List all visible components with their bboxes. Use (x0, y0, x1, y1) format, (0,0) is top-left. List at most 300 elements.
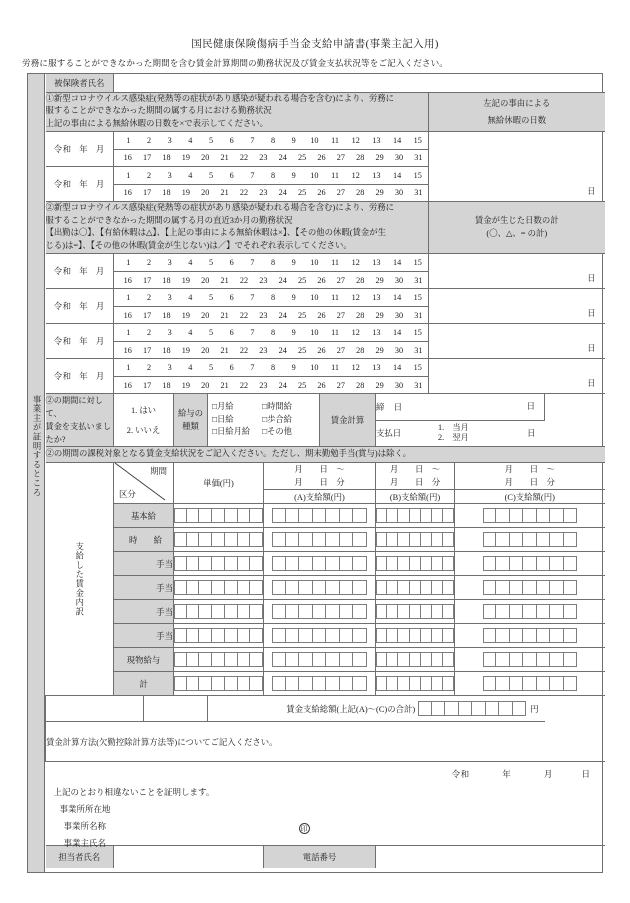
digit-cell[interactable] (432, 701, 446, 716)
day-cell[interactable]: 27 (336, 380, 345, 390)
day-cell[interactable]: 31 (414, 188, 423, 198)
digit-cell[interactable] (421, 628, 432, 643)
days-line-lower[interactable] (114, 376, 428, 393)
day-cell[interactable]: 30 (394, 188, 404, 198)
day-cell[interactable]: 29 (375, 275, 384, 285)
digit-cell[interactable] (326, 628, 340, 643)
day-cell[interactable]: 1 (126, 170, 131, 180)
digit-cell[interactable] (496, 532, 510, 547)
section2-count-cell[interactable] (429, 324, 605, 359)
digit-cell[interactable] (410, 676, 421, 691)
day-cell[interactable]: 27 (336, 275, 345, 285)
digit-cell[interactable] (212, 676, 225, 691)
day-cell[interactable]: 28 (356, 380, 365, 390)
digit-cell[interactable] (398, 628, 409, 643)
amount-b-boxes[interactable] (376, 648, 455, 672)
day-cell[interactable]: 11 (331, 293, 339, 303)
day-cell[interactable]: 28 (356, 275, 365, 285)
day-cell[interactable]: 31 (414, 275, 423, 285)
day-cell[interactable]: 5 (208, 258, 214, 268)
digit-cell[interactable] (432, 652, 443, 667)
day-cell[interactable]: 5 (208, 328, 214, 338)
checkbox-daily-monthly-wage[interactable]: □日給月給 (212, 427, 251, 437)
digit-cell[interactable] (523, 508, 537, 523)
amount-b-boxes[interactable] (376, 504, 455, 528)
digit-cell[interactable] (432, 676, 443, 691)
day-cell[interactable]: 1 (126, 293, 131, 303)
digit-cell[interactable] (550, 556, 564, 571)
digit-cell[interactable] (174, 508, 187, 523)
digit-cell[interactable] (410, 532, 421, 547)
digit-cell[interactable] (340, 652, 354, 667)
digit-cell[interactable] (483, 652, 497, 667)
digit-cell[interactable] (272, 580, 286, 595)
digit-cell[interactable] (353, 508, 367, 523)
amount-b-boxes[interactable] (376, 600, 455, 624)
day-cell[interactable]: 7 (250, 170, 255, 180)
digit-cell[interactable] (299, 652, 313, 667)
amount-b-boxes[interactable] (376, 528, 455, 552)
day-cell[interactable]: 28 (356, 310, 365, 320)
digit-cell[interactable] (225, 580, 238, 595)
digit-cell[interactable] (272, 628, 286, 643)
day-cell[interactable]: 16 (123, 275, 132, 285)
digit-cell[interactable] (250, 628, 263, 643)
section2-era-3[interactable] (46, 324, 114, 359)
digit-cell[interactable] (340, 676, 354, 691)
day-cell[interactable]: 25 (297, 188, 307, 198)
day-cell[interactable]: 16 (123, 345, 132, 355)
digit-cell[interactable] (313, 676, 327, 691)
day-cell[interactable]: 19 (181, 310, 190, 320)
day-cell[interactable]: 3 (167, 363, 172, 373)
digit-cell[interactable] (432, 556, 443, 571)
day-cell[interactable]: 4 (188, 135, 193, 145)
section2-era-1[interactable] (46, 254, 114, 289)
day-cell[interactable]: 3 (167, 170, 172, 180)
days-line-upper[interactable] (114, 324, 428, 341)
day-cell[interactable]: 14 (392, 293, 402, 303)
days-line-lower[interactable] (114, 184, 428, 201)
digit-cell[interactable] (272, 676, 286, 691)
digit-cell[interactable] (387, 628, 398, 643)
amount-b-boxes[interactable] (376, 672, 455, 696)
digit-cell[interactable] (421, 556, 432, 571)
digit-cell[interactable] (523, 628, 537, 643)
day-cell[interactable]: 25 (297, 275, 307, 285)
digit-cell[interactable] (187, 628, 200, 643)
amount-b-boxes[interactable] (376, 624, 455, 648)
day-cell[interactable]: 21 (220, 310, 229, 320)
digit-cell[interactable] (432, 628, 443, 643)
day-cell[interactable]: 9 (291, 328, 296, 338)
day-cell[interactable]: 15 (413, 328, 422, 338)
day-cell[interactable]: 26 (317, 153, 326, 163)
digit-cell[interactable] (174, 532, 187, 547)
digit-cell[interactable] (225, 652, 238, 667)
digit-cell[interactable] (225, 508, 238, 523)
digit-boxes[interactable] (455, 676, 605, 691)
day-cell[interactable]: 4 (188, 328, 193, 338)
digit-cell[interactable] (187, 604, 200, 619)
digit-cell[interactable] (353, 532, 367, 547)
day-cell[interactable]: 7 (250, 293, 255, 303)
day-cell[interactable]: 29 (375, 310, 384, 320)
digit-cell[interactable] (340, 508, 354, 523)
digit-cell[interactable] (421, 532, 432, 547)
day-cell[interactable]: 15 (413, 170, 422, 180)
day-cell[interactable]: 11 (331, 328, 339, 338)
day-cell[interactable]: 4 (188, 258, 193, 268)
digit-boxes[interactable] (264, 604, 375, 619)
digit-cell[interactable] (443, 604, 454, 619)
digit-cell[interactable] (376, 628, 387, 643)
day-cell[interactable]: 5 (208, 135, 214, 145)
digit-boxes[interactable] (264, 580, 375, 595)
digit-cell[interactable] (174, 676, 187, 691)
digit-cell[interactable] (564, 532, 578, 547)
digit-boxes[interactable] (376, 532, 454, 547)
digit-cell[interactable] (398, 556, 409, 571)
digit-cell[interactable] (250, 532, 263, 547)
day-cell[interactable]: 18 (162, 345, 171, 355)
digit-boxes[interactable] (264, 628, 375, 643)
unit-price-boxes[interactable] (174, 624, 264, 648)
digit-cell[interactable] (523, 604, 537, 619)
day-cell[interactable]: 15 (413, 363, 422, 373)
digit-boxes[interactable] (455, 556, 605, 571)
day-cell[interactable]: 15 (413, 293, 422, 303)
digit-boxes[interactable] (174, 604, 263, 619)
amount-a-boxes[interactable] (264, 672, 376, 696)
digit-cell[interactable] (550, 628, 564, 643)
day-cell[interactable]: 18 (162, 380, 171, 390)
day-cell[interactable]: 20 (201, 345, 210, 355)
digit-boxes[interactable] (264, 532, 375, 547)
day-cell[interactable]: 9 (291, 293, 296, 303)
digit-cell[interactable] (272, 532, 286, 547)
day-cell[interactable]: 18 (162, 188, 171, 198)
checkbox-commission-wage[interactable]: □歩合給 (262, 414, 292, 424)
digit-cell[interactable] (410, 580, 421, 595)
day-cell[interactable]: 7 (250, 258, 255, 268)
day-cell[interactable]: 14 (392, 328, 402, 338)
digit-cell[interactable] (376, 652, 387, 667)
day-cell[interactable]: 19 (181, 153, 190, 163)
digit-cell[interactable] (550, 508, 564, 523)
digit-cell[interactable] (387, 652, 398, 667)
digit-cell[interactable] (286, 628, 300, 643)
digit-cell[interactable] (387, 676, 398, 691)
day-cell[interactable]: 17 (142, 275, 152, 285)
digit-cell[interactable] (445, 701, 459, 716)
day-cell[interactable]: 24 (278, 188, 287, 198)
day-cell[interactable]: 15 (413, 258, 422, 268)
digit-cell[interactable] (376, 580, 387, 595)
day-cell[interactable]: 26 (317, 345, 326, 355)
digit-cell[interactable] (443, 628, 454, 643)
contact-person-input[interactable] (114, 846, 264, 868)
unit-price-boxes[interactable] (174, 648, 264, 672)
digit-cell[interactable] (421, 652, 432, 667)
day-cell[interactable]: 6 (229, 258, 234, 268)
digit-boxes[interactable] (174, 580, 263, 595)
day-cell[interactable]: 25 (297, 153, 307, 163)
digit-cell[interactable] (410, 556, 421, 571)
digit-cell[interactable] (353, 580, 367, 595)
day-cell[interactable]: 26 (317, 188, 326, 198)
digit-cell[interactable] (326, 508, 340, 523)
digit-cell[interactable] (483, 532, 497, 547)
digit-cell[interactable] (238, 628, 251, 643)
digit-cell[interactable] (199, 676, 212, 691)
day-cell[interactable]: 10 (310, 293, 319, 303)
digit-cell[interactable] (286, 556, 300, 571)
day-cell[interactable]: 6 (229, 363, 234, 373)
digit-cell[interactable] (432, 604, 443, 619)
day-cell[interactable]: 14 (392, 170, 402, 180)
digit-cell[interactable] (443, 532, 454, 547)
amount-a-boxes[interactable] (264, 600, 376, 624)
digit-cell[interactable] (187, 580, 200, 595)
digit-boxes[interactable] (174, 652, 263, 667)
digit-cell[interactable] (250, 676, 263, 691)
day-cell[interactable]: 19 (181, 380, 190, 390)
digit-cell[interactable] (398, 676, 409, 691)
amount-c-boxes[interactable] (455, 600, 605, 624)
digit-cell[interactable] (286, 604, 300, 619)
digit-cell[interactable] (410, 508, 421, 523)
digit-cell[interactable] (238, 652, 251, 667)
digit-cell[interactable] (421, 676, 432, 691)
section2-days-grid-4[interactable] (114, 359, 429, 394)
amount-c-boxes[interactable] (455, 504, 605, 528)
day-cell[interactable]: 28 (356, 153, 365, 163)
day-cell[interactable]: 17 (142, 310, 152, 320)
digit-cell[interactable] (398, 532, 409, 547)
day-cell[interactable]: 12 (351, 258, 360, 268)
digit-cell[interactable] (286, 676, 300, 691)
checkbox-other-wage[interactable]: □その他 (262, 427, 292, 437)
digit-cell[interactable] (550, 676, 564, 691)
digit-boxes[interactable] (455, 532, 605, 547)
day-cell[interactable]: 13 (372, 170, 381, 180)
digit-cell[interactable] (387, 580, 398, 595)
amount-a-boxes[interactable] (264, 528, 376, 552)
day-cell[interactable]: 19 (181, 275, 190, 285)
digit-boxes[interactable] (264, 676, 375, 691)
digit-cell[interactable] (299, 508, 313, 523)
digit-cell[interactable] (421, 604, 432, 619)
day-cell[interactable]: 30 (394, 310, 404, 320)
unit-price-boxes[interactable] (174, 528, 264, 552)
digit-cell[interactable] (299, 676, 313, 691)
day-cell[interactable]: 5 (208, 293, 214, 303)
digit-cell[interactable] (398, 652, 409, 667)
payday-cell[interactable] (376, 420, 545, 447)
day-cell[interactable]: 13 (372, 363, 381, 373)
digit-cell[interactable] (299, 580, 313, 595)
digit-cell[interactable] (496, 580, 510, 595)
day-cell[interactable]: 21 (220, 153, 229, 163)
day-cell[interactable]: 17 (142, 153, 152, 163)
day-cell[interactable]: 11 (331, 135, 339, 145)
digit-cell[interactable] (326, 556, 340, 571)
digit-cell[interactable] (340, 604, 354, 619)
digit-cell[interactable] (496, 628, 510, 643)
digit-cell[interactable] (225, 556, 238, 571)
checkbox-monthly-wage[interactable]: □月給 (212, 402, 234, 412)
day-cell[interactable]: 24 (278, 310, 287, 320)
digit-cell[interactable] (353, 604, 367, 619)
digit-cell[interactable] (376, 676, 387, 691)
amount-a-boxes[interactable] (264, 552, 376, 576)
digit-cell[interactable] (496, 556, 510, 571)
digit-cell[interactable] (250, 604, 263, 619)
closing-day-cell[interactable] (376, 394, 545, 421)
digit-cell[interactable] (537, 556, 551, 571)
digit-cell[interactable] (250, 652, 263, 667)
digit-cell[interactable] (272, 556, 286, 571)
day-cell[interactable]: 27 (336, 310, 345, 320)
day-cell[interactable]: 9 (291, 135, 296, 145)
digit-cell[interactable] (313, 628, 327, 643)
unit-price-boxes[interactable] (174, 504, 264, 528)
day-cell[interactable]: 9 (291, 170, 296, 180)
day-cell[interactable]: 18 (162, 153, 171, 163)
day-cell[interactable]: 11 (331, 363, 339, 373)
digit-cell[interactable] (313, 532, 327, 547)
day-cell[interactable]: 30 (394, 380, 404, 390)
digit-cell[interactable] (432, 580, 443, 595)
section2-era-4[interactable] (46, 359, 114, 394)
section2-count-cell[interactable] (429, 289, 605, 324)
digit-boxes[interactable] (174, 508, 263, 523)
digit-cell[interactable] (313, 580, 327, 595)
unit-price-boxes[interactable] (174, 576, 264, 600)
digit-cell[interactable] (443, 508, 454, 523)
digit-cell[interactable] (443, 676, 454, 691)
day-cell[interactable]: 25 (297, 310, 307, 320)
digit-cell[interactable] (376, 556, 387, 571)
day-cell[interactable]: 23 (259, 153, 268, 163)
insured-name-input[interactable] (114, 74, 605, 92)
day-cell[interactable]: 6 (229, 293, 234, 303)
section2-days-grid-2[interactable] (114, 289, 429, 324)
digit-cell[interactable] (286, 532, 300, 547)
wage-calc-memo[interactable] (46, 722, 545, 762)
day-cell[interactable]: 21 (220, 380, 229, 390)
digit-boxes[interactable] (174, 628, 263, 643)
digit-cell[interactable] (313, 556, 327, 571)
digit-cell[interactable] (523, 532, 537, 547)
digit-cell[interactable] (326, 676, 340, 691)
digit-cell[interactable] (199, 580, 212, 595)
day-cell[interactable]: 29 (375, 380, 384, 390)
day-cell[interactable]: 13 (372, 135, 381, 145)
day-cell[interactable]: 28 (356, 345, 365, 355)
digit-cell[interactable] (199, 604, 212, 619)
digit-cell[interactable] (432, 508, 443, 523)
digit-cell[interactable] (564, 580, 578, 595)
digit-cell[interactable] (537, 508, 551, 523)
digit-cell[interactable] (238, 604, 251, 619)
digit-cell[interactable] (483, 628, 497, 643)
day-cell[interactable]: 10 (310, 363, 319, 373)
day-cell[interactable]: 7 (250, 328, 255, 338)
digit-cell[interactable] (537, 604, 551, 619)
day-cell[interactable]: 8 (270, 328, 276, 338)
digit-cell[interactable] (340, 628, 354, 643)
digit-cell[interactable] (187, 652, 200, 667)
day-cell[interactable]: 23 (259, 380, 268, 390)
digit-cell[interactable] (550, 604, 564, 619)
digit-cell[interactable] (353, 628, 367, 643)
digit-cell[interactable] (496, 676, 510, 691)
day-cell[interactable]: 10 (310, 328, 319, 338)
digit-cell[interactable] (199, 628, 212, 643)
digit-cell[interactable] (537, 676, 551, 691)
day-cell[interactable]: 12 (351, 135, 360, 145)
digit-cell[interactable] (472, 701, 486, 716)
digit-cell[interactable] (199, 652, 212, 667)
digit-boxes[interactable] (376, 508, 454, 523)
day-cell[interactable]: 22 (239, 345, 249, 355)
digit-cell[interactable] (523, 556, 537, 571)
days-line-lower[interactable] (114, 306, 428, 323)
amount-b-boxes[interactable] (376, 576, 455, 600)
digit-cell[interactable] (496, 508, 510, 523)
day-cell[interactable]: 31 (414, 380, 423, 390)
digit-boxes[interactable] (376, 676, 454, 691)
digit-cell[interactable] (564, 652, 578, 667)
digit-cell[interactable] (250, 556, 263, 571)
digit-cell[interactable] (313, 508, 327, 523)
digit-cell[interactable] (550, 532, 564, 547)
digit-cell[interactable] (483, 676, 497, 691)
digit-boxes[interactable] (376, 604, 454, 619)
salary-kind-checkboxes[interactable] (208, 394, 320, 447)
digit-cell[interactable] (564, 628, 578, 643)
day-cell[interactable]: 22 (239, 188, 249, 198)
day-cell[interactable]: 16 (123, 188, 132, 198)
day-cell[interactable]: 10 (310, 170, 319, 180)
section1-era-1[interactable] (46, 131, 114, 166)
digit-cell[interactable] (564, 604, 578, 619)
digit-cell[interactable] (483, 508, 497, 523)
day-cell[interactable]: 12 (351, 170, 360, 180)
digit-cell[interactable] (510, 676, 524, 691)
digit-cell[interactable] (510, 556, 524, 571)
day-cell[interactable]: 2 (146, 363, 152, 373)
digit-boxes[interactable] (174, 532, 263, 547)
digit-cell[interactable] (212, 580, 225, 595)
day-cell[interactable]: 20 (201, 275, 210, 285)
amount-c-boxes[interactable] (455, 624, 605, 648)
digit-cell[interactable] (340, 580, 354, 595)
day-cell[interactable]: 5 (208, 363, 214, 373)
digit-cell[interactable] (376, 508, 387, 523)
digit-cell[interactable] (187, 556, 200, 571)
digit-boxes[interactable] (376, 628, 454, 643)
day-cell[interactable]: 20 (201, 310, 210, 320)
digit-cell[interactable] (537, 652, 551, 667)
digit-cell[interactable] (340, 556, 354, 571)
digit-cell[interactable] (387, 604, 398, 619)
digit-cell[interactable] (212, 556, 225, 571)
payday-option-next-month[interactable]: 2. 翌月 (438, 433, 469, 443)
digit-cell[interactable] (199, 508, 212, 523)
